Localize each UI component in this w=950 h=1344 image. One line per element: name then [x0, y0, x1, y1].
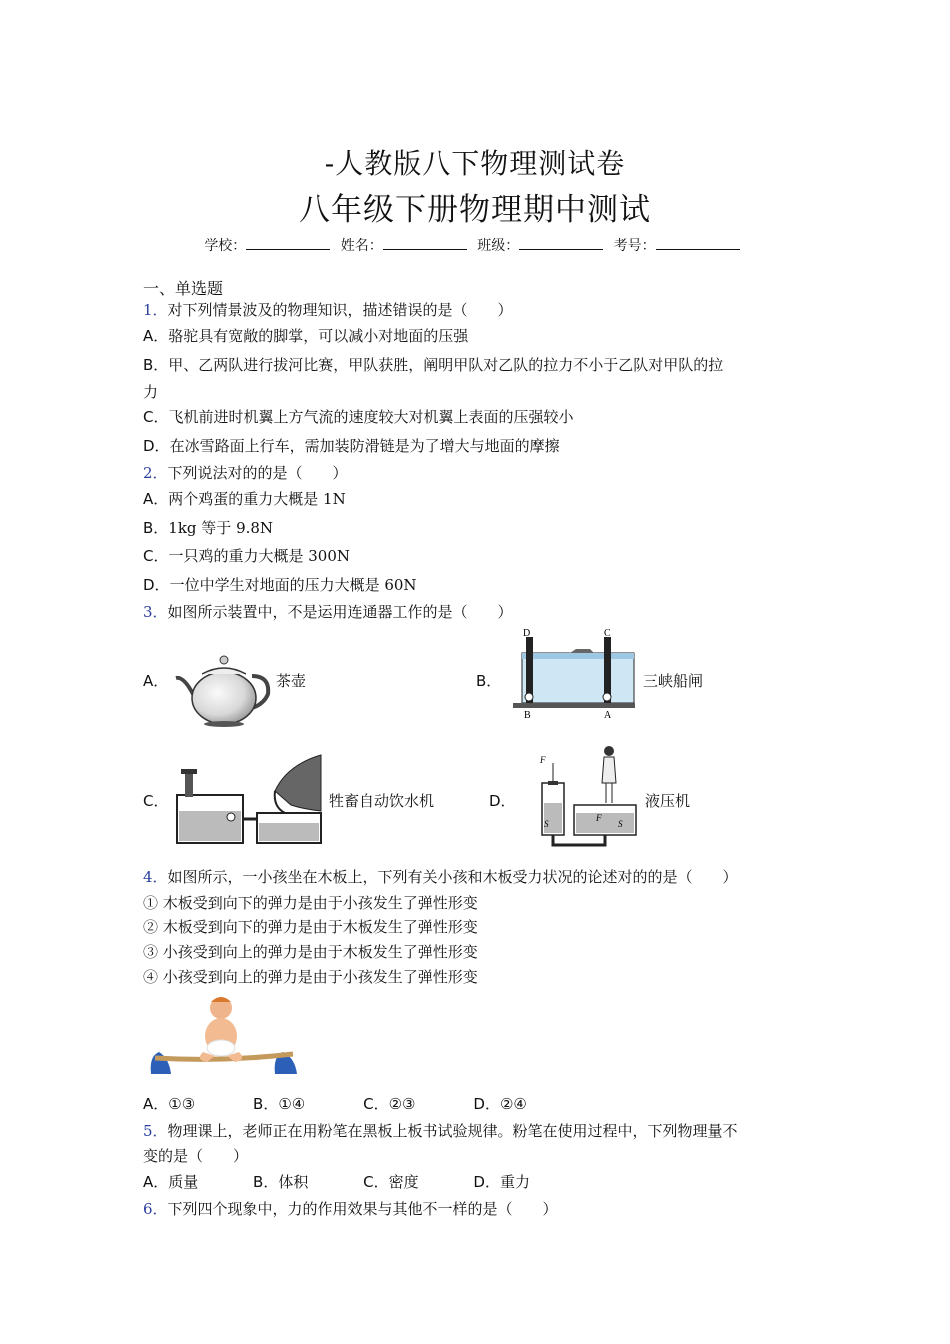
q5-option-c[interactable]: 密度	[388, 1173, 419, 1191]
q3-stem	[143, 601, 513, 622]
q4-statement-3: ③ 小孩受到向上的弹力是由于木板发生了弹性形变	[143, 943, 478, 961]
q2-option-a	[143, 488, 346, 509]
q4-option-b[interactable]: ①④	[278, 1095, 306, 1113]
option-letter: D．	[473, 1095, 500, 1113]
q1-option-a	[143, 325, 468, 346]
q3-option-d-caption: 液压机	[645, 792, 691, 810]
q5-option-d[interactable]: 重力	[499, 1173, 530, 1191]
ship-lock-image	[508, 627, 638, 719]
q3-option-c-caption: 牲畜自动饮水机	[329, 792, 435, 810]
lock-label-c: C	[604, 628, 611, 639]
q2-stem	[143, 462, 348, 483]
q4-stem-text: 如图所示，一小孩坐在木板上，下列有关小孩和木板受力状况的论述对的的是（ ）	[167, 868, 738, 886]
q2-stem-text: 下列说法对的的是（ ）	[167, 464, 348, 482]
q3-stem-text: 如图所示装置中，不是运用连通器工作的是（ ）	[167, 603, 513, 621]
q4-option-a[interactable]: ①③	[168, 1095, 196, 1113]
q3-number: 3．	[143, 603, 168, 621]
q3-option-a-letter: A．	[143, 672, 169, 690]
q6-number: 6．	[143, 1200, 168, 1218]
q3-option-c-letter: C．	[143, 792, 169, 810]
option-letter: A．	[143, 490, 169, 508]
option-text: 一只鸡的重力大概是 300N	[168, 547, 351, 565]
press-label-f2: F	[596, 813, 602, 823]
q5-options	[143, 1171, 530, 1192]
q4-number: 4．	[143, 868, 168, 886]
q5-stem-cont: 变的是（ ）	[143, 1147, 249, 1165]
option-text: 一位中学生对地面的压力大概是 60N	[169, 576, 417, 594]
q4-statement-1: ① 木板受到向下的弹力是由于小孩发生了弹性形变	[143, 894, 478, 912]
q3-option-d-letter: D．	[489, 792, 516, 810]
q3-option-b-letter: B．	[476, 672, 502, 690]
option-letter: A．	[143, 1095, 169, 1113]
student-info-row	[0, 235, 950, 255]
option-letter: B．	[253, 1095, 279, 1113]
option-letter: D．	[473, 1173, 500, 1191]
option-letter: D．	[143, 576, 170, 594]
q4-statement-2: ② 木板受到向下的弹力是由于木板发生了弹性形变	[143, 918, 478, 936]
option-letter: C．	[363, 1095, 389, 1113]
q1-stem	[143, 299, 513, 320]
teapot-image	[172, 648, 272, 728]
lock-label-b: B	[524, 710, 531, 721]
option-letter: B．	[253, 1173, 279, 1191]
exam-number-blank[interactable]	[656, 236, 740, 250]
option-text: 甲、乙两队进行拔河比赛，甲队获胜，阐明甲队对乙队的拉力不小于乙队对甲队的拉	[168, 356, 724, 374]
press-label-s1: S	[544, 819, 549, 829]
q1-stem-text: 对下列情景波及的物理知识，描述错误的是（ ）	[167, 301, 513, 319]
q5-number: 5．	[143, 1122, 168, 1140]
name-label: 姓名：	[340, 238, 383, 254]
q3-option-b-caption: 三峡船闸	[643, 672, 704, 690]
q5-option-b[interactable]: 体积	[278, 1173, 309, 1191]
q1-number: 1．	[143, 301, 168, 319]
press-label-s2: S	[618, 819, 623, 829]
q5-option-a[interactable]: 质量	[168, 1173, 199, 1191]
q1-option-c	[143, 406, 574, 427]
option-letter: C．	[363, 1173, 389, 1191]
q4-option-d[interactable]: ②④	[499, 1095, 527, 1113]
option-letter: A．	[143, 327, 169, 345]
section-heading: 一、单选题	[143, 279, 224, 298]
q4-stem	[143, 866, 738, 887]
q5-stem	[143, 1120, 738, 1141]
child-on-board-image	[145, 996, 303, 1082]
q4-options	[143, 1093, 527, 1114]
option-letter: C．	[143, 547, 169, 565]
school-blank[interactable]	[246, 236, 330, 250]
option-text: 1kg 等于 9.8N	[168, 519, 274, 537]
hydraulic-press-image	[536, 743, 642, 851]
q5-stem-text: 物理课上，老师正在用粉笔在黑板上板书试验规律。粉笔在使用过程中，下列物理量不	[167, 1122, 738, 1140]
q2-number: 2．	[143, 464, 168, 482]
q1-option-b	[143, 354, 723, 375]
class-blank[interactable]	[519, 236, 603, 250]
option-text: 骆驼具有宽敞的脚掌，可以减小对地面的压强	[168, 327, 469, 345]
page-title: 八年级下册物理期中测试	[299, 192, 651, 228]
q2-option-d	[143, 574, 417, 595]
class-label: 班级：	[477, 238, 520, 254]
q2-option-b	[143, 517, 273, 538]
name-blank[interactable]	[383, 236, 467, 250]
lock-label-a: A	[604, 710, 612, 721]
option-letter: B．	[143, 519, 169, 537]
option-text: 飞机前进时机翼上方气流的速度较大对机翼上表面的压强较小	[168, 408, 574, 426]
q2-option-c	[143, 545, 350, 566]
q4-option-c[interactable]: ②③	[388, 1095, 416, 1113]
option-text: 两个鸡蛋的重力大概是 1N	[168, 490, 346, 508]
exam-number-label: 考号：	[613, 238, 656, 254]
option-letter: C．	[143, 408, 169, 426]
option-letter: D．	[143, 437, 170, 455]
q3-option-a-caption: 茶壶	[276, 672, 307, 690]
q4-statement-4: ④ 小孩受到向上的弹力是由于小孩发生了弹性形变	[143, 968, 478, 986]
lock-label-d: D	[523, 628, 531, 639]
q6-stem-text: 下列四个现象中，力的作用效果与其他不一样的是（ ）	[167, 1200, 558, 1218]
q1-option-b-cont: 力	[143, 383, 159, 401]
page-subtitle: -人教版八下物理测试卷	[324, 147, 626, 180]
press-label-f1: F	[540, 755, 546, 765]
q6-stem	[143, 1198, 558, 1219]
livestock-drinker-image	[175, 751, 325, 851]
q1-option-d	[143, 435, 560, 456]
school-label: 学校：	[204, 238, 247, 254]
option-text: 在冰雪路面上行车，需加装防滑链是为了增大与地面的摩擦	[169, 437, 560, 455]
option-letter: A．	[143, 1173, 169, 1191]
option-letter: B．	[143, 356, 169, 374]
